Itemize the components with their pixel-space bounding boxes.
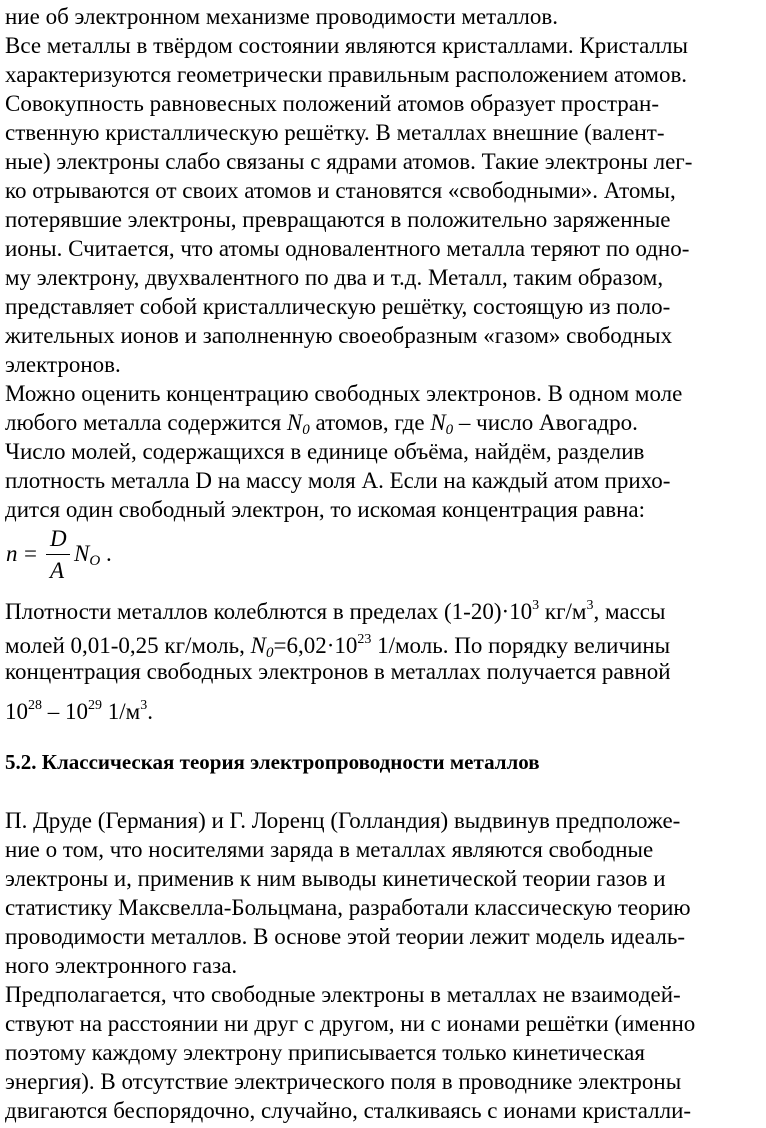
text-line: дится один свободный электрон, то искомая концентрация равна:	[5, 497, 646, 522]
math-symbol-n0: $N_0$	[430, 410, 454, 438]
text-line: ние об электронном механизме проводимости металлов.	[5, 4, 558, 29]
text-line: ионы. Считается, что атомы одновалентного металла теряют по одно-	[5, 236, 690, 261]
text-line: характеризуются геометрически правильным расположением атомов.	[5, 62, 688, 87]
text-line: жительных ионов и заполненную своеобразным «газом» свободных	[5, 323, 673, 348]
text-line: проводимости металлов. В основе этой теории лежит модель идеаль-	[5, 924, 686, 949]
text-line: потерявшие электроны, превращаются в положительно заряженные	[5, 207, 671, 232]
formula-lhs: n	[6, 541, 18, 566]
section-heading: 5.2. Классическая теория электропроводности металлов	[5, 750, 540, 774]
text-line: плотность металла D на массу моля A. Если на каждый атом прихо-	[5, 468, 671, 493]
text-line: ные) электроны слабо связаны с ядрами атомов. Такие электроны лег-	[5, 149, 693, 174]
text-line: Можно оценить концентрацию свободных электронов. В одном моле	[5, 381, 683, 406]
text-line: ного электронного газа.	[5, 953, 238, 978]
text-line: ко отрываются от своих атомов и становятся «свободными». Атомы,	[5, 178, 676, 203]
text-line: Число молей, содержащихся в единице объёма, найдём, разделив	[5, 439, 645, 464]
text-line: электроны и, применив к ним выводы кинетической теории газов и	[5, 866, 666, 891]
text-fragment: – число Авогадро.	[453, 410, 638, 435]
text-line: му электрону, двухвалентного по два и т.д. Металл, таким образом,	[5, 265, 664, 290]
formula-denominator: A	[50, 558, 65, 583]
text-line: ние о том, что носителями заряда в металлах являются свободные	[5, 837, 654, 862]
math-symbol-n0: $N_0$	[286, 410, 310, 438]
text-line: представляет собой кристаллическую решётку, состоящую из поло-	[5, 294, 671, 319]
fraction-bar	[46, 554, 70, 555]
formula-numerator: D	[50, 526, 67, 551]
text-line: Совокупность равновесных положений атомов образует простран-	[5, 91, 659, 116]
text-line: статистику Максвелла-Больцмана, разработали классическую теорию	[5, 895, 691, 920]
text-line: ствуют на расстоянии ни друг с другом, ни с ионами решётки (именно	[5, 1011, 696, 1036]
text-line: двигаются беспорядочно, случайно, сталкиваясь с ионами кристалли-	[5, 1098, 692, 1123]
text-fragment: любого металла содержится	[5, 410, 287, 435]
text-line: энергия). В отсутствие электрического поля в проводнике электроны	[5, 1069, 682, 1094]
text-line-molar: молей 0,01-0,25 кг/моль, $N_0=6,02\cdot 10^{23}$ 1/моль. По порядку величины	[5, 632, 671, 661]
text-line: ственную кристаллическую решётку. В металлах внешние (валент-	[5, 120, 665, 145]
formula-symbol: $N_O$	[74, 541, 101, 569]
text-line: Все металлы в твёрдом состоянии являются кристаллами. Кристаллы	[5, 33, 688, 58]
text-line-density: Плотности металлов колеблются в пределах $(1-20)\cdot 10^3$ $кг/м^3$, массы	[5, 598, 666, 624]
text-line: Предполагается, что свободные электроны в металлах не взаимодей-	[5, 982, 681, 1007]
text-line: поэтому каждому электрону приписывается только кинетическая	[5, 1040, 645, 1065]
text-line: электронов.	[5, 352, 121, 377]
formula-end: .	[106, 541, 112, 566]
text-line-result: $10^{28} - 10^{29}$ $1/м^3$.	[5, 698, 153, 724]
text-line: П. Друде (Германия) и Г. Лоренц (Голландия) выдвинув предположе-	[5, 808, 681, 833]
formula-equals: =	[24, 541, 37, 566]
text-fragment: атомов, где	[309, 410, 431, 435]
text-line: концентрация свободных электронов в металлах получается равной	[5, 659, 671, 684]
